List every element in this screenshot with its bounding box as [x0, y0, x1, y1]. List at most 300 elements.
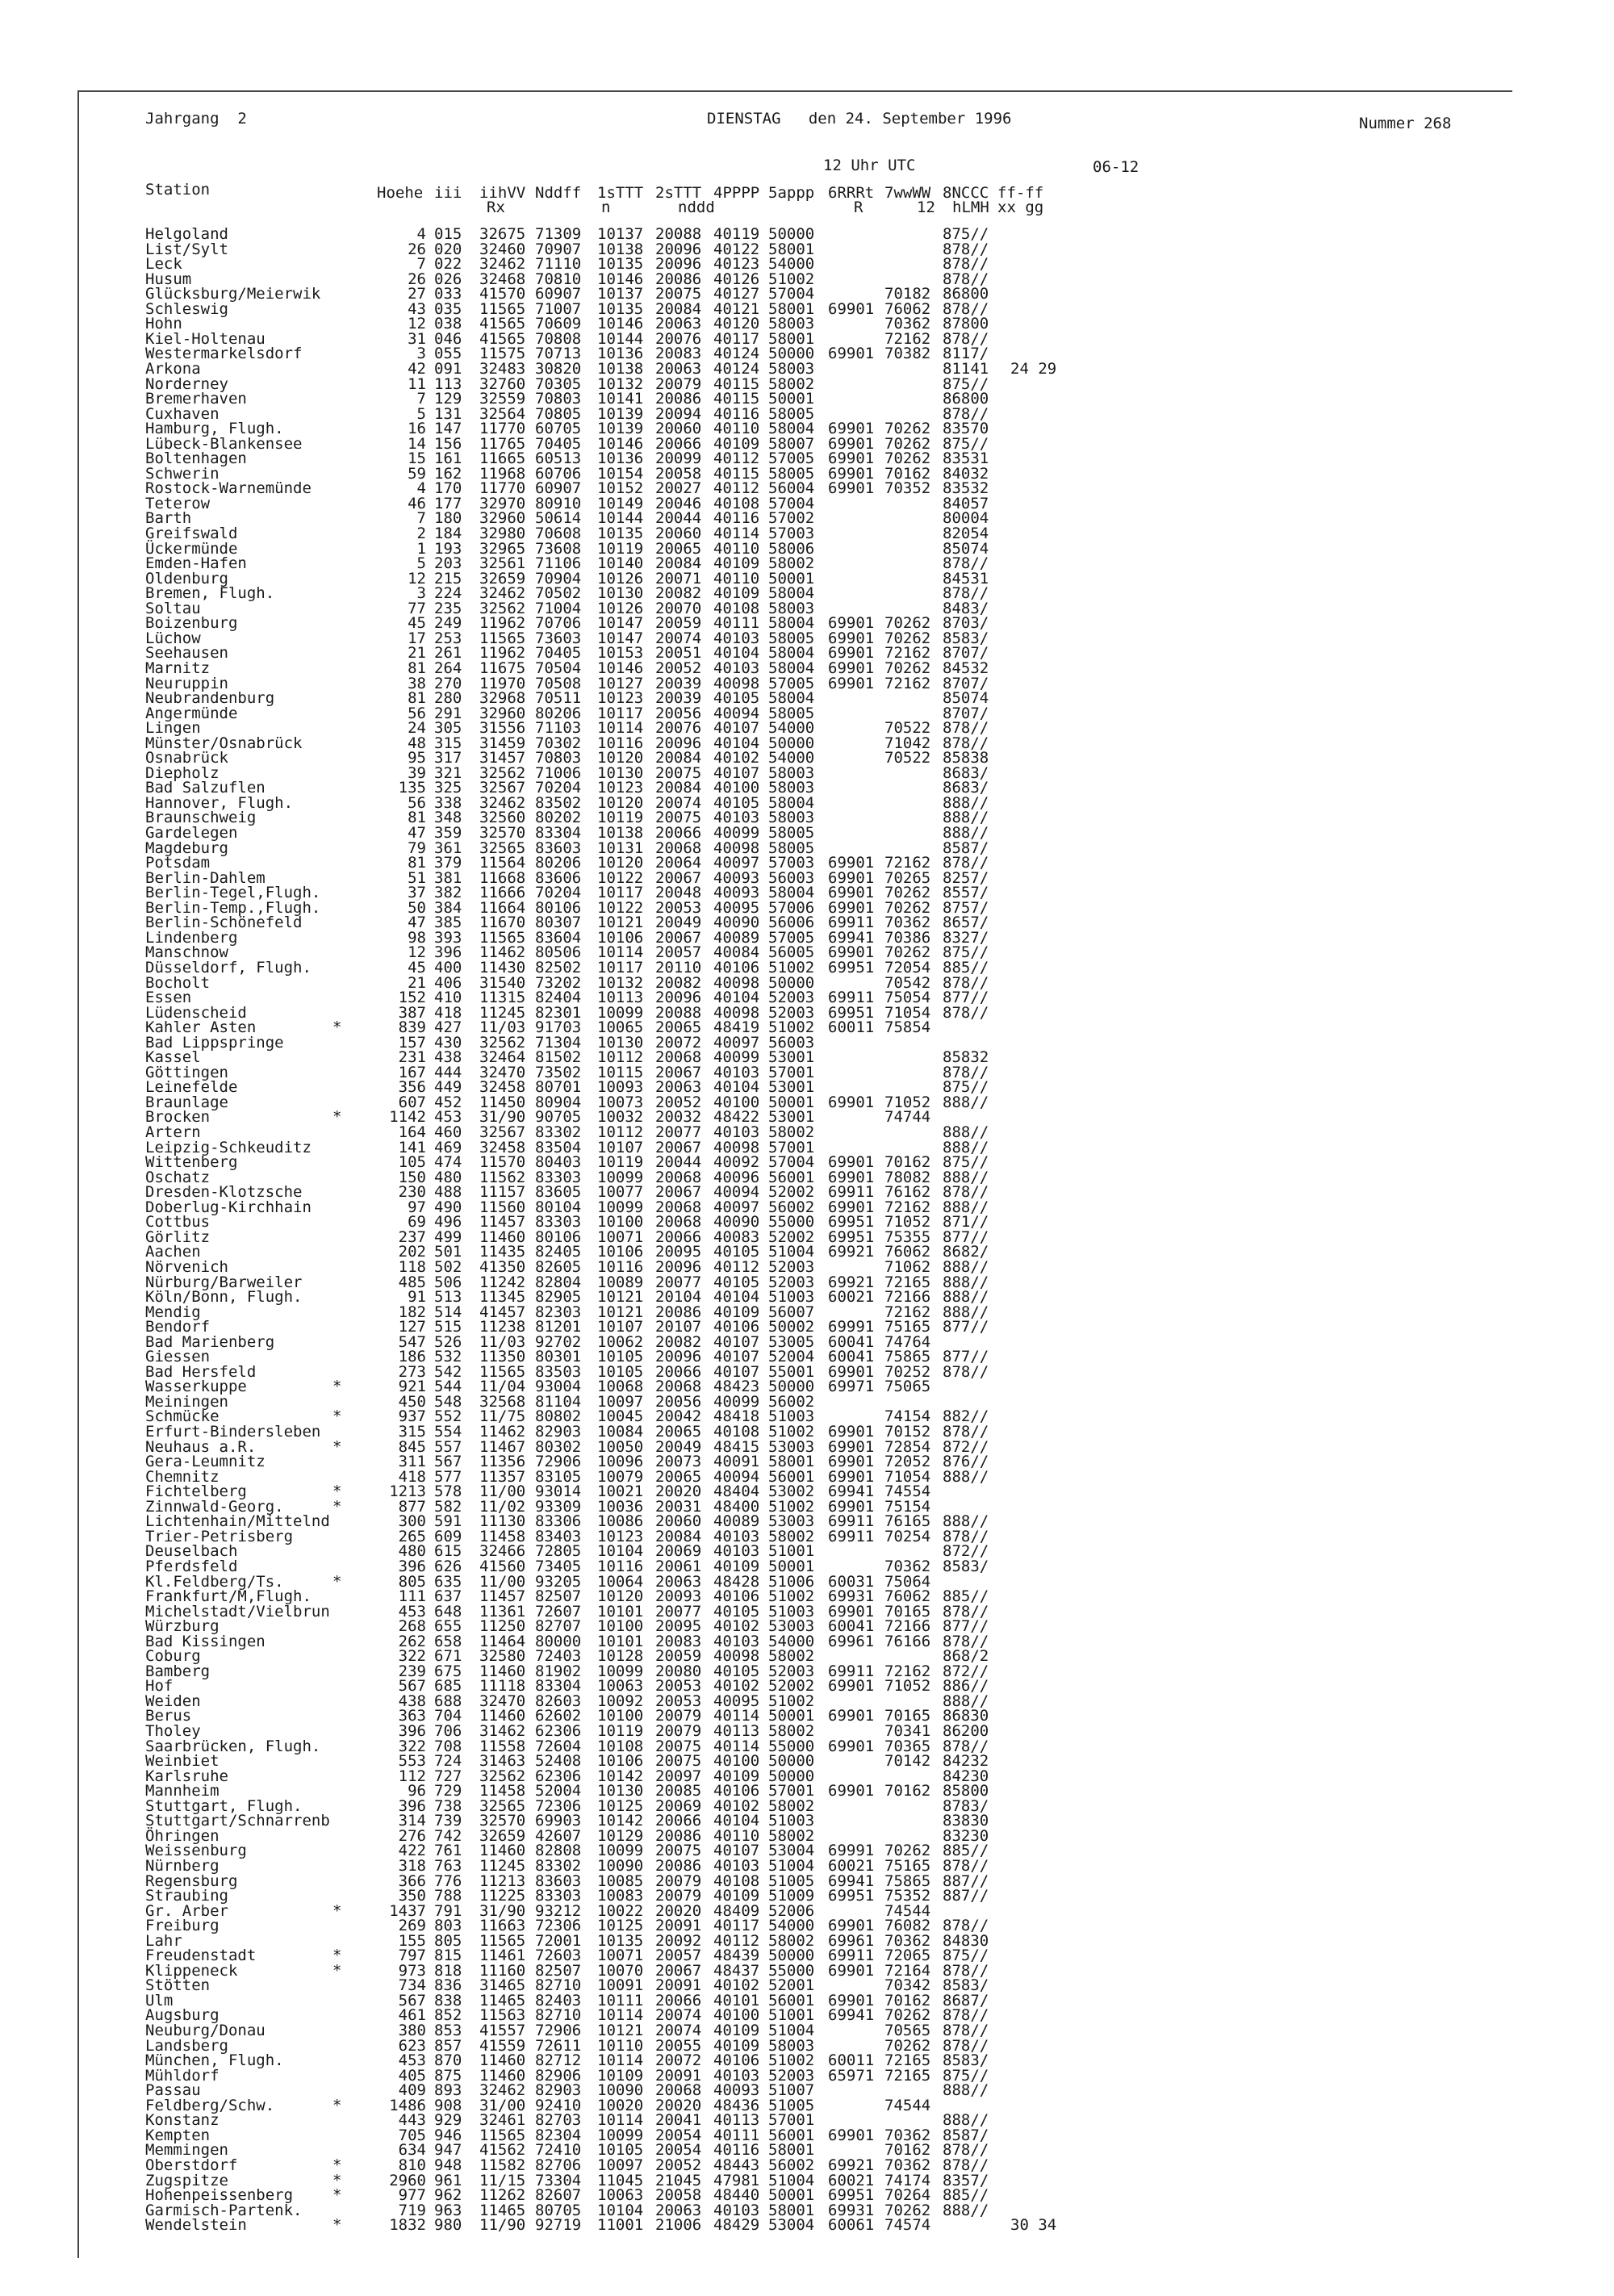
iii-value: 724: [434, 1752, 462, 1771]
appp-value: 50001: [768, 1093, 815, 1111]
iii-value: 317: [434, 749, 462, 767]
station-name: Münster/Osnabrück: [145, 734, 303, 752]
t2-value: 20057: [655, 1947, 702, 1965]
appp-value: 56002: [768, 2156, 815, 2174]
pppp-value: 40104: [713, 734, 760, 752]
nddff-value: 73304: [535, 2171, 582, 2189]
iihvv-value: 11460: [479, 2051, 526, 2070]
station-name: Regensburg: [145, 1872, 238, 1890]
hoehe-value: 273: [398, 1362, 426, 1381]
table-row: [0, 826, 1130, 841]
station-name: Passau: [145, 2081, 201, 2100]
t1-value: 10022: [597, 1901, 644, 1920]
t2-value: 20074: [655, 2022, 702, 2039]
ncc-value: 8587/: [943, 839, 989, 857]
rrr-value: 69901: [828, 1198, 875, 1216]
ncc-value: 877//: [943, 1348, 989, 1366]
appp-value: 50000: [768, 973, 815, 992]
iihvv-value: 11558: [479, 1737, 526, 1755]
t2-value: 20096: [655, 734, 702, 752]
iihvv-value: 11666: [479, 884, 526, 902]
hoehe-value: 845: [398, 1437, 426, 1456]
iii-value: 253: [434, 629, 462, 647]
iihvv-value: 11345: [479, 1288, 526, 1307]
t2-value: 20073: [655, 1453, 702, 1471]
ncc-value: 83570: [943, 420, 989, 438]
t2-value: 20053: [655, 898, 702, 917]
pppp-value: 40116: [713, 2141, 760, 2160]
ncc-value: 875//: [943, 1153, 989, 1172]
appp-value: 58001: [768, 329, 815, 348]
station-name: Saarbrücken, Flugh.: [145, 1737, 321, 1755]
station-name: Lingen: [145, 719, 201, 738]
ncc-value: 8357/: [943, 2171, 989, 2189]
t2-value: 20088: [655, 225, 702, 243]
t2-value: 20074: [655, 793, 702, 812]
pppp-value: 40100: [713, 1093, 760, 1111]
nddff-value: 70511: [535, 689, 582, 708]
hoehe-value: 26: [408, 240, 426, 258]
pppp-value: 48400: [713, 1497, 760, 1516]
t2-value: 20069: [655, 1542, 702, 1561]
appp-value: 54000: [768, 1632, 815, 1650]
t2-value: 20063: [655, 2201, 702, 2219]
t2-value: 20076: [655, 719, 702, 738]
rrr-value: 69901: [828, 299, 875, 318]
hoehe-value: 921: [398, 1378, 426, 1396]
t2-value: 20060: [655, 420, 702, 438]
appp-value: 51002: [768, 958, 815, 977]
appp-value: 58003: [768, 315, 815, 333]
t1-value: 10093: [597, 1078, 644, 1097]
t1-value: 11045: [597, 2171, 644, 2189]
mountain-marker: *: [332, 1018, 342, 1037]
t1-value: 10112: [597, 1123, 644, 1141]
rrr-value: 69921: [828, 1243, 875, 1261]
hoehe-value: 797: [398, 1947, 426, 1965]
t2-value: 20086: [655, 270, 702, 288]
mountain-marker: *: [332, 2156, 342, 2174]
t2-value: 20067: [655, 1961, 702, 1980]
ncc-value: 878//: [943, 1063, 989, 1081]
t2-value: 20067: [655, 868, 702, 887]
nddff-value: 82303: [535, 1303, 582, 1321]
t1-value: 10097: [597, 1392, 644, 1411]
ncc-value: 888//: [943, 1288, 989, 1307]
t1-value: 10114: [597, 943, 644, 962]
appp-value: 56001: [768, 2126, 815, 2144]
station-name: Neubrandenburg: [145, 689, 275, 708]
nddff-value: 82301: [535, 1003, 582, 1022]
t1-value: 10110: [597, 2036, 644, 2055]
iihvv-value: 11565: [479, 629, 526, 647]
iii-value: 542: [434, 1362, 462, 1381]
ncc-value: 888//: [943, 1168, 989, 1186]
hoehe-value: 262: [398, 1632, 426, 1650]
pppp-value: 48429: [713, 2216, 760, 2235]
table-row: [0, 227, 1130, 242]
rrr-value: 69951: [828, 2186, 875, 2205]
t1-value: 10114: [597, 2111, 644, 2130]
hoehe-value: 405: [398, 2066, 426, 2085]
nddff-value: 70405: [535, 644, 582, 663]
pppp-value: 40106: [713, 1318, 760, 1336]
pppp-value: 40103: [713, 2201, 760, 2219]
hoehe-value: 150: [398, 1168, 426, 1186]
t1-value: 10085: [597, 1872, 644, 1890]
iii-value: 091: [434, 359, 462, 378]
t2-value: 20079: [655, 1722, 702, 1740]
nddff-value: 82507: [535, 1961, 582, 1980]
nddff-value: 70502: [535, 584, 582, 603]
pppp-value: 40105: [713, 1243, 760, 1261]
t2-value: 20032: [655, 1108, 702, 1127]
col-iihvv: iihVV: [479, 184, 526, 202]
appp-value: 56002: [768, 1392, 815, 1411]
appp-value: 56004: [768, 479, 815, 498]
t1-value: 10062: [597, 1332, 644, 1351]
ww-value: 72065: [884, 1947, 931, 1965]
station-name: Barth: [145, 509, 192, 528]
pppp-value: 48423: [713, 1378, 760, 1396]
iihvv-value: 11435: [479, 1243, 526, 1261]
iii-value: 742: [434, 1826, 462, 1845]
appp-value: 58002: [768, 1826, 815, 1845]
nddff-value: 83605: [535, 1183, 582, 1202]
iihvv-value: 11460: [479, 1662, 526, 1680]
rrr-value: 69901: [828, 1737, 875, 1755]
station-name: Stuttgart/Schnarrenb: [145, 1812, 330, 1830]
ww-value: 75865: [884, 1872, 931, 1890]
station-name: Wittenberg: [145, 1153, 238, 1172]
iii-value: 438: [434, 1048, 462, 1067]
pppp-value: 40094: [713, 704, 760, 722]
appp-value: 58002: [768, 554, 815, 573]
ww-value: 71052: [884, 1677, 931, 1696]
ww-value: 70262: [884, 420, 931, 438]
t1-value: 10071: [597, 1227, 644, 1246]
iii-value: 548: [434, 1392, 462, 1411]
station-name: Gardelegen: [145, 824, 238, 842]
appp-value: 58004: [768, 689, 815, 708]
ww-value: 75352: [884, 1887, 931, 1905]
table-row: [0, 286, 1130, 302]
t1-value: 10121: [597, 1288, 644, 1307]
appp-value: 51002: [768, 1587, 815, 1606]
station-name: Lübeck-Blankensee: [145, 434, 303, 453]
ww-value: 71062: [884, 1257, 931, 1276]
ncc-value: 878//: [943, 1856, 989, 1875]
table-row: [0, 2053, 1130, 2068]
ncc-value: 85838: [943, 749, 989, 767]
iii-value: 893: [434, 2081, 462, 2100]
ncc-value: 878//: [943, 270, 989, 288]
iii-value: 637: [434, 1587, 462, 1606]
appp-value: 58007: [768, 434, 815, 453]
pppp-value: 40095: [713, 898, 760, 917]
hoehe-value: 5: [416, 554, 426, 573]
iihvv-value: 32965: [479, 539, 526, 558]
nddff-value: 52408: [535, 1752, 582, 1771]
hoehe-value: 268: [398, 1617, 426, 1636]
rrr-value: 69901: [828, 1961, 875, 1980]
nddff-value: 70713: [535, 345, 582, 363]
iii-value: 156: [434, 434, 462, 453]
station-name: Brocken: [145, 1108, 211, 1127]
ncc-value: 888//: [943, 1123, 989, 1141]
appp-value: 51003: [768, 1407, 815, 1426]
ncc-value: 878//: [943, 1632, 989, 1650]
pppp-value: 40106: [713, 1782, 760, 1800]
ww-value: 70542: [884, 973, 931, 992]
iihvv-value: 11770: [479, 479, 526, 498]
ncc-value: 878//: [943, 404, 989, 423]
iihvv-value: 11562: [479, 1168, 526, 1186]
iihvv-value: 32462: [479, 2081, 526, 2100]
ncc-value: 878//: [943, 854, 989, 872]
t2-value: 20052: [655, 1093, 702, 1111]
station-name: Landsberg: [145, 2036, 228, 2055]
station-name: Weissenburg: [145, 1842, 247, 1860]
station-name: Coburg: [145, 1647, 201, 1666]
appp-value: 58004: [768, 584, 815, 603]
ww-value: 72854: [884, 1437, 931, 1456]
appp-value: 53002: [768, 1483, 815, 1501]
table-row: [0, 451, 1130, 466]
t1-value: 10119: [597, 809, 644, 827]
pppp-value: 40114: [713, 525, 760, 542]
t1-value: 10120: [597, 749, 644, 767]
pppp-value: 40099: [713, 1048, 760, 1067]
nddff-value: 73202: [535, 973, 582, 992]
pppp-value: 40103: [713, 809, 760, 827]
station-name: Memmingen: [145, 2141, 228, 2160]
appp-value: 53003: [768, 1437, 815, 1456]
ncc-value: 876//: [943, 1453, 989, 1471]
ff-value: 24 29: [1010, 359, 1057, 378]
table-row: [0, 1888, 1130, 1904]
ncc-value: 83230: [943, 1826, 989, 1845]
station-name: Giessen: [145, 1348, 211, 1366]
iihvv-value: 11/02: [479, 1497, 526, 1516]
station-name: Angermünde: [145, 704, 238, 722]
t2-value: 20056: [655, 1392, 702, 1411]
t1-value: 10137: [597, 285, 644, 303]
station-name: List/Sylt: [145, 240, 228, 258]
t1-value: 10108: [597, 1737, 644, 1755]
hoehe-value: 567: [398, 1991, 426, 2010]
ww-value: 70162: [884, 1991, 931, 2010]
pppp-value: 40108: [713, 494, 760, 512]
t2-value: 20094: [655, 404, 702, 423]
table-row: [0, 586, 1130, 601]
appp-value: 57003: [768, 854, 815, 872]
t1-value: 10090: [597, 1856, 644, 1875]
t2-value: 20077: [655, 1602, 702, 1621]
t2-value: 20063: [655, 315, 702, 333]
iihvv-value: 31/90: [479, 1901, 526, 1920]
ww-value: 70362: [884, 914, 931, 932]
iihvv-value: 32565: [479, 1796, 526, 1815]
rrr-value: 69941: [828, 928, 875, 947]
nddff-value: 83604: [535, 928, 582, 947]
iihvv-value: 11130: [479, 1512, 526, 1531]
ncc-value: 878//: [943, 1602, 989, 1621]
iihvv-value: 11664: [479, 898, 526, 917]
ww-value: 70522: [884, 749, 931, 767]
iii-value: 626: [434, 1557, 462, 1575]
appp-value: 50000: [768, 1752, 815, 1771]
ncc-value: 877//: [943, 1227, 989, 1246]
ncc-value: 85074: [943, 689, 989, 708]
table-row: [0, 751, 1130, 766]
station-name: Braunschweig: [145, 809, 257, 827]
iihvv-value: 32568: [479, 1392, 526, 1411]
rrr-value: 69911: [828, 1183, 875, 1202]
station-name: Bad Marienberg: [145, 1332, 275, 1351]
t1-value: 10130: [597, 1782, 644, 1800]
ncc-value: 888//: [943, 793, 989, 812]
mountain-marker: *: [332, 1961, 342, 1980]
pppp-value: 40098: [713, 1003, 760, 1022]
ww-value: 76062: [884, 1243, 931, 1261]
rrr-value: 69901: [828, 659, 875, 677]
iii-value: 818: [434, 1961, 462, 1980]
iihvv-value: 11118: [479, 1677, 526, 1696]
rrr-value: 69901: [828, 1991, 875, 2010]
appp-value: 55000: [768, 1737, 815, 1755]
t2-value: 20068: [655, 2081, 702, 2100]
pppp-value: 40103: [713, 659, 760, 677]
t2-value: 20097: [655, 1767, 702, 1785]
hoehe-value: 276: [398, 1826, 426, 1845]
iihvv-value: 32760: [479, 374, 526, 393]
iii-value: 359: [434, 824, 462, 842]
iii-value: 315: [434, 734, 462, 752]
hoehe-value: 443: [398, 2111, 426, 2130]
hoehe-value: 1: [416, 539, 426, 558]
iii-value: 361: [434, 839, 462, 857]
appp-value: 56001: [768, 1168, 815, 1186]
iihvv-value: 11565: [479, 1362, 526, 1381]
station-name: Erfurt-Bindersleben: [145, 1423, 321, 1441]
iii-value: 020: [434, 240, 462, 258]
station-name: Seehausen: [145, 644, 228, 663]
appp-value: 55000: [768, 1961, 815, 1980]
appp-value: 58004: [768, 659, 815, 677]
iihvv-value: 32461: [479, 2111, 526, 2130]
table-row: [0, 1349, 1130, 1365]
table-row: [0, 2188, 1130, 2203]
iii-value: 708: [434, 1737, 462, 1755]
iii-value: 791: [434, 1901, 462, 1920]
appp-value: 58002: [768, 1527, 815, 1545]
appp-value: 58005: [768, 824, 815, 842]
nddff-value: 80904: [535, 1093, 582, 1111]
appp-value: 51002: [768, 1692, 815, 1710]
nddff-value: 72604: [535, 1737, 582, 1755]
t2-value: 20065: [655, 539, 702, 558]
iihvv-value: 11/04: [479, 1378, 526, 1396]
ncc-value: 885//: [943, 1587, 989, 1606]
ncc-value: 875//: [943, 2066, 989, 2085]
ww-value: 72162: [884, 1198, 931, 1216]
mountain-marker: *: [332, 1497, 342, 1516]
t1-value: 10146: [597, 270, 644, 288]
sub-nddd: nddd: [678, 199, 715, 216]
appp-value: 52004: [768, 1348, 815, 1366]
rrr-value: 69951: [828, 1003, 875, 1022]
ncc-value: 878//: [943, 2006, 989, 2025]
station-name: Kiel-Holtenau: [145, 329, 266, 348]
appp-value: 50001: [768, 569, 815, 588]
pppp-value: 40093: [713, 868, 760, 887]
pppp-value: 40105: [713, 1662, 760, 1680]
rrr-value: 60021: [828, 2171, 875, 2189]
mountain-marker: *: [332, 1947, 342, 1965]
t1-value: 10135: [597, 299, 644, 318]
hoehe-value: 547: [398, 1332, 426, 1351]
nddff-value: 82905: [535, 1288, 582, 1307]
appp-value: 58003: [768, 779, 815, 797]
nddff-value: 72306: [535, 1796, 582, 1815]
hoehe-value: 118: [398, 1257, 426, 1276]
table-row: [0, 1424, 1130, 1440]
t1-value: 11001: [597, 2216, 644, 2235]
table-row: [0, 1948, 1130, 1964]
iii-value: 264: [434, 659, 462, 677]
t1-value: 10114: [597, 2006, 644, 2025]
hoehe-value: 322: [398, 1737, 426, 1755]
station-name: Nürburg/Barweiler: [145, 1273, 303, 1291]
rrr-value: 60041: [828, 1348, 875, 1366]
t1-value: 10036: [597, 1497, 644, 1516]
t1-value: 10120: [597, 854, 644, 872]
nddff-value: 71006: [535, 763, 582, 782]
rrr-value: 69931: [828, 2201, 875, 2219]
station-name: Emden-Hafen: [145, 554, 247, 573]
appp-value: 57002: [768, 509, 815, 528]
nddff-value: 72906: [535, 1453, 582, 1471]
iihvv-value: 11460: [479, 2066, 526, 2085]
t2-value: 20086: [655, 1303, 702, 1321]
ncc-value: 878//: [943, 1737, 989, 1755]
pppp-value: 48418: [713, 1407, 760, 1426]
utc-label: 12 Uhr UTC: [823, 157, 916, 174]
iihvv-value: 31465: [479, 1976, 526, 1995]
hoehe-value: 81: [408, 689, 426, 708]
mountain-marker: *: [332, 2186, 342, 2205]
iii-value: 113: [434, 374, 462, 393]
rrr-value: 69901: [828, 1423, 875, 1441]
pppp-value: 40100: [713, 779, 760, 797]
rrr-value: 69991: [828, 1318, 875, 1336]
ncc-value: 83531: [943, 450, 989, 468]
nddff-value: 70907: [535, 240, 582, 258]
t2-value: 20074: [655, 629, 702, 647]
ncc-value: 85832: [943, 1048, 989, 1067]
iihvv-value: 32561: [479, 554, 526, 573]
appp-value: 50000: [768, 225, 815, 243]
appp-value: 58001: [768, 299, 815, 318]
appp-value: 52003: [768, 1273, 815, 1291]
t1-value: 10122: [597, 898, 644, 917]
rrr-value: 69951: [828, 1227, 875, 1246]
iii-value: 488: [434, 1183, 462, 1202]
station-name: Gera-Leumnitz: [145, 1453, 266, 1471]
iihvv-value: 11570: [479, 1153, 526, 1172]
appp-value: 57003: [768, 525, 815, 542]
